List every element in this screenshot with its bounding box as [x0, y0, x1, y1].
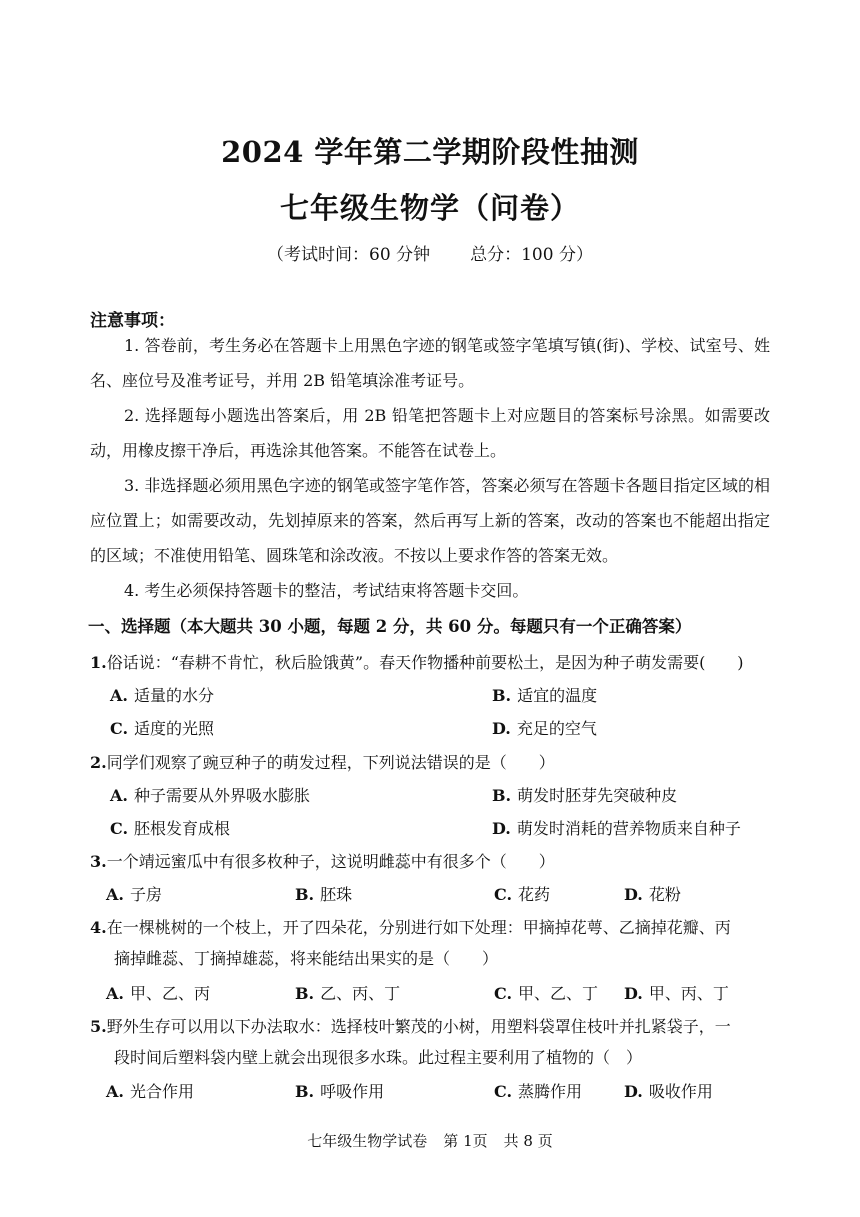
question-number: 2. — [90, 753, 107, 772]
exam-title: 2024 学年第二学期阶段性抽测 — [221, 135, 639, 169]
option-3b: B. 胚珠 — [295, 885, 353, 904]
page-footer — [0, 1130, 860, 1151]
question-3 — [90, 849, 555, 872]
question-text: 同学们观察了豌豆种子的萌发过程，下列说法错误的是（ ） — [106, 753, 555, 772]
option-3a: A. 子房 — [106, 885, 162, 904]
question-5 — [90, 1014, 731, 1037]
option-5a: A. 光合作用 — [106, 1082, 194, 1101]
notice-item-2: 2. 选择题每小题选出答案后，用 2B 铅笔把答题卡上对应题目的答案标号涂黑。如需要改动，用橡皮擦干净后，再选涂其他答案。不能答在试卷上。 — [90, 406, 770, 460]
option-4b: B. 乙、丙、丁 — [295, 984, 401, 1003]
question-2 — [90, 750, 555, 773]
question-1 — [90, 650, 744, 673]
footer-paper-name: 七年级生物学试卷 — [307, 1132, 428, 1150]
exam-meta — [0, 240, 860, 265]
option-2b: B. 萌发时胚芽先突破种皮 — [492, 786, 678, 805]
notice-title: 注意事项： — [90, 311, 175, 331]
option-2d: D. 萌发时消耗的营养物质来自种子 — [492, 819, 741, 838]
exam-subtitle: 七年级生物学（问卷） — [279, 191, 580, 225]
section-title: 一、选择题（本大题共 30 小题，每题 2 分，共 60 分。每题只有一个正确答案） — [88, 617, 692, 636]
question-number: 1. — [90, 653, 107, 672]
option-5d: D. 吸收作用 — [624, 1082, 713, 1101]
question-4 — [90, 915, 731, 938]
option-3c: C. 花药 — [494, 885, 551, 904]
exam-time: （考试时间：60 分钟 — [267, 245, 431, 265]
option-4c: C. 甲、乙、丁 — [494, 984, 599, 1003]
question-5-continued: 段时间后塑料袋内壁上就会出现很多水珠。此过程主要利用了植物的（ ） — [114, 1048, 643, 1067]
option-1b: B. 适宜的温度 — [492, 686, 598, 705]
notice-item-1: 1. 答卷前，考生务必在答题卡上用黑色字迹的钢笔或签字笔填写镇(街)、学校、试室号、姓名、座位号及准考证号，并用 2B 铅笔填涂准考证号。 — [90, 336, 770, 390]
question-text: 俗话说：“春耕不肯忙，秋后脸饿黄”。春天作物播种前要松土，是因为种子萌发需要( ) — [106, 653, 744, 672]
notice-item-4: 4. 考生必须保持答题卡的整洁，考试结束将答题卡交回。 — [124, 581, 529, 600]
option-3d: D. 花粉 — [624, 885, 681, 904]
question-text: 野外生存可以用以下办法取水：选择枝叶繁茂的小树，用塑料袋罩住枝叶并扎紧袋子，一 — [106, 1017, 731, 1036]
notice-item-3: 3. 非选择题必须用黑色字迹的钢笔或签字笔作答，答案必须写在答题卡各题目指定区域的相应位置上；如需要改动，先划掉原来的答案，然后再写上新的答案，改动的答案也不能超出指定的区域；不准使用铅笔、圆珠笔和涂改液。不按以上要求作答的答案无效。 — [90, 476, 770, 565]
option-5c: C. 蒸腾作用 — [494, 1082, 583, 1101]
option-1d: D. 充足的空气 — [492, 719, 597, 738]
footer-page-number: 第 1页 — [443, 1132, 488, 1150]
question-4-continued: 摘掉雌蕊、丁摘掉雄蕊，将来能结出果实的是（ ） — [114, 949, 499, 968]
option-5b: B. 呼吸作用 — [295, 1082, 385, 1101]
option-2a: A. 种子需要从外界吸水膨胀 — [110, 786, 310, 805]
question-number: 4. — [90, 918, 107, 937]
option-2c: C. 胚根发育成根 — [110, 819, 231, 838]
question-text: 在一棵桃树的一个枝上，开了四朵花，分别进行如下处理：甲摘掉花萼、乙摘掉花瓣、丙 — [106, 918, 731, 937]
option-1a: A. 适量的水分 — [110, 686, 214, 705]
option-4d: D. 甲、丙、丁 — [624, 984, 729, 1003]
question-number: 5. — [90, 1017, 107, 1036]
question-number: 3. — [90, 852, 107, 871]
option-4a: A. 甲、乙、丙 — [106, 984, 210, 1003]
option-1c: C. 适度的光照 — [110, 719, 215, 738]
question-text: 一个靖远蜜瓜中有很多枚种子，这说明雌蕊中有很多个（ ） — [106, 852, 555, 871]
footer-total-pages: 共 8 页 — [503, 1132, 553, 1150]
exam-score: 总分：100 分） — [470, 245, 593, 265]
